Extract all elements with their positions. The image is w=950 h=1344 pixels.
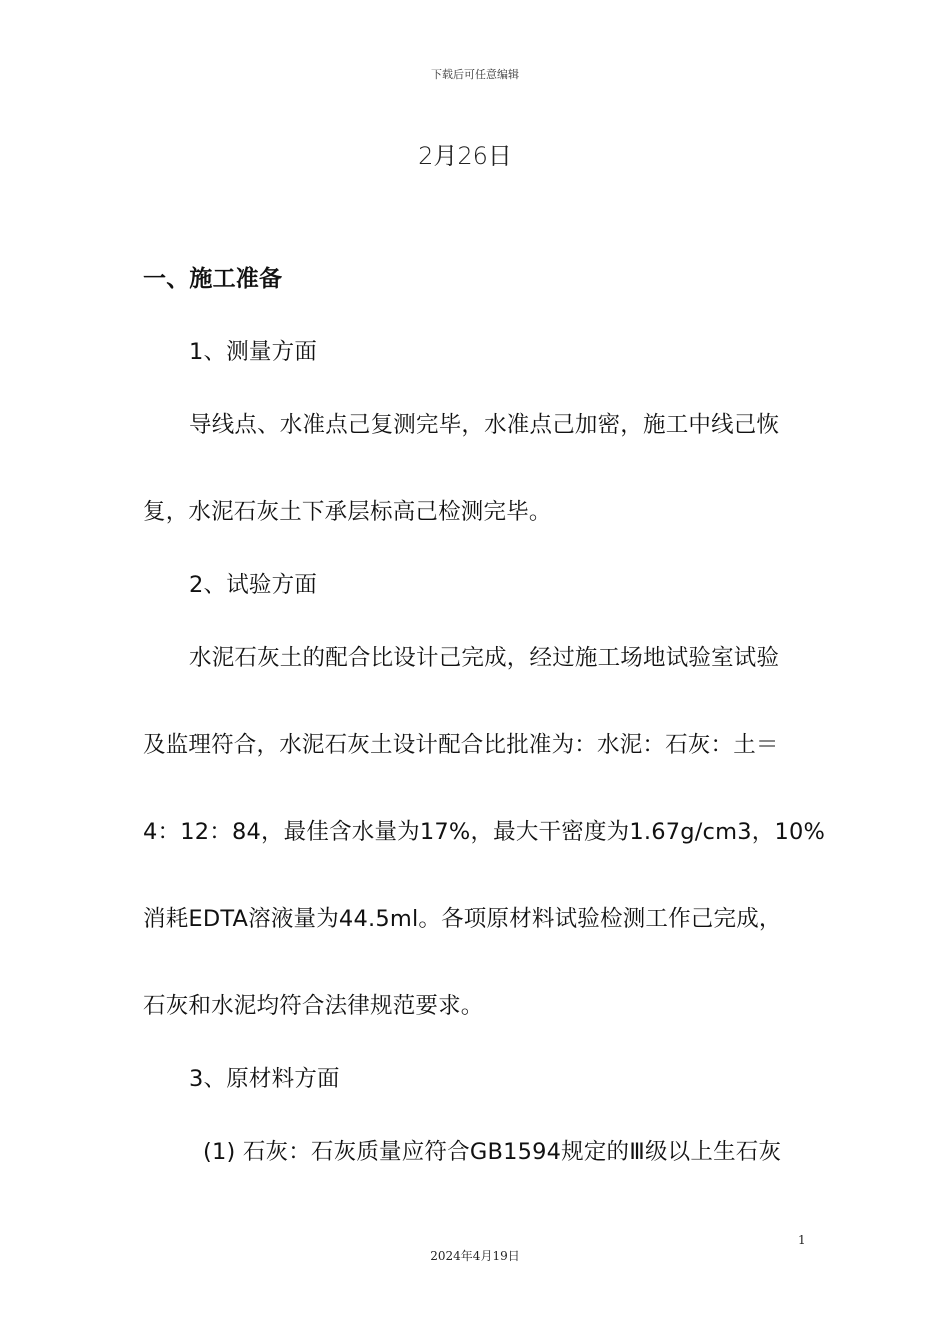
list-item-lime: (1) 石灰：石灰质量应符合GB1594规定的Ⅲ级以上生石灰 <box>203 1139 782 1165</box>
footer-date: 2024年4月19日 <box>430 1249 520 1263</box>
paragraph-line: 复，水泥石灰土下承层标高己检测完毕。 <box>143 499 552 525</box>
subsection-heading-test: 2、试验方面 <box>189 572 318 598</box>
page-number: 1 <box>798 1233 806 1247</box>
paragraph-line: 4：12：84，最佳含水量为17%，最大干密度为1.67g/cm3，10% <box>143 819 826 845</box>
paragraph-line: 消耗EDTA溶液量为44.5ml。各项原材料试验检测工作己完成， <box>143 906 782 932</box>
section-heading: 一、施工准备 <box>143 266 283 292</box>
paragraph-line: 石灰和水泥均符合法律规范要求。 <box>143 993 484 1019</box>
document-date: 2月26日 <box>418 142 512 170</box>
paragraph-line: 及监理符合，水泥石灰土设计配合比批准为：水泥：石灰：土＝ <box>143 732 779 758</box>
subsection-heading-survey: 1、测量方面 <box>189 339 318 365</box>
paragraph-line: 导线点、水准点己复测完毕，水准点己加密，施工中线己恢 <box>189 412 780 438</box>
paragraph-line: 水泥石灰土的配合比设计己完成，经过施工场地试验室试验 <box>189 645 780 671</box>
subsection-heading-materials: 3、原材料方面 <box>189 1066 340 1092</box>
header-note: 下载后可任意编辑 <box>431 68 519 81</box>
